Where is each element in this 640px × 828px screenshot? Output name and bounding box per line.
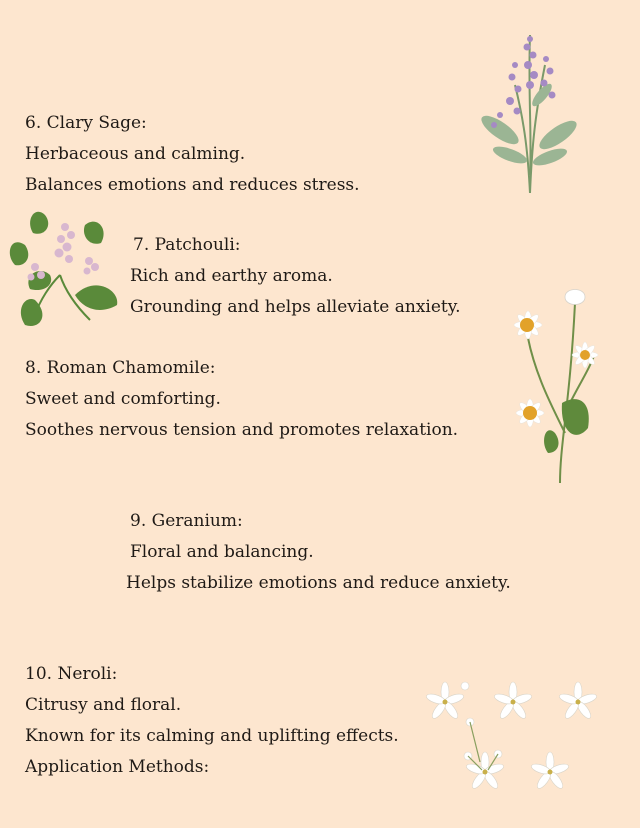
section-6-line-1: Herbaceous and calming. xyxy=(25,144,246,164)
clary-sage-illustration xyxy=(470,25,590,195)
chamomile-illustration xyxy=(500,283,615,488)
section-8-line-1: Sweet and comforting. xyxy=(25,389,221,409)
section-6-title: 6. Clary Sage: xyxy=(25,113,147,133)
section-7-title: 7. Patchouli: xyxy=(133,235,241,255)
neroli-illustration xyxy=(410,672,620,802)
section-6-line-2: Balances emotions and reduces stress. xyxy=(25,175,360,195)
section-9-title: 9. Geranium: xyxy=(130,511,243,531)
patchouli-illustration xyxy=(5,205,123,333)
section-10-line-1: Citrusy and floral. xyxy=(25,695,182,715)
section-7-line-2: Grounding and helps alleviate anxiety. xyxy=(130,297,461,317)
section-10-line-2: Known for its calming and uplifting effects. xyxy=(25,726,399,746)
section-9-line-1: Floral and balancing. xyxy=(130,542,314,562)
section-8-line-2: Soothes nervous tension and promotes relaxation. xyxy=(25,420,459,440)
section-10-line-3: Application Methods: xyxy=(25,757,210,777)
section-10-title: 10. Neroli: xyxy=(25,664,118,684)
section-8-title: 8. Roman Chamomile: xyxy=(25,358,216,378)
section-9-line-2: Helps stabilize emotions and reduce anxiety. xyxy=(126,573,511,593)
section-7-line-1: Rich and earthy aroma. xyxy=(130,266,333,286)
